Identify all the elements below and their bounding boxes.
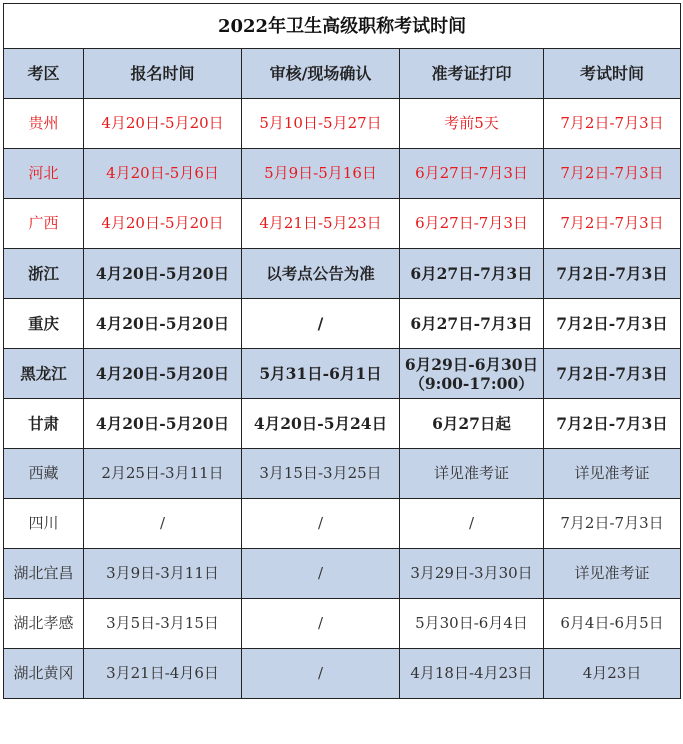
cell-text: 河北 xyxy=(28,164,59,182)
cell-text: 四川 xyxy=(28,514,59,532)
cell-text: 贵州 xyxy=(28,114,59,132)
cell-text: 湖北黄冈 xyxy=(13,664,74,682)
cell-text: 4月21日-5月23日 xyxy=(259,214,382,232)
exam-time-cell xyxy=(544,349,681,399)
table-row xyxy=(4,99,681,149)
registration-cell xyxy=(84,249,242,299)
region-cell xyxy=(4,349,84,399)
header-row xyxy=(4,49,681,99)
cell-text: 甘肃 xyxy=(27,414,59,433)
registration-cell xyxy=(84,99,242,149)
cell-text: / xyxy=(317,514,324,532)
table-row xyxy=(4,349,681,399)
review-cell xyxy=(242,499,400,549)
registration-cell xyxy=(84,149,242,199)
table-row xyxy=(4,249,681,299)
review-cell xyxy=(242,249,400,299)
header-region: 考区 xyxy=(4,49,84,99)
table-row xyxy=(4,549,681,599)
admission-print-cell xyxy=(400,599,544,649)
cell-text: 4月20日-5月20日 xyxy=(95,414,230,433)
admission-print-cell xyxy=(400,649,544,699)
region-cell xyxy=(4,599,84,649)
exam-time-cell xyxy=(544,99,681,149)
cell-text: 3月5日-3月15日 xyxy=(106,614,219,632)
exam-time-cell xyxy=(544,199,681,249)
registration-cell xyxy=(84,599,242,649)
admission-print-cell xyxy=(400,299,544,349)
region-cell xyxy=(4,149,84,199)
cell-text: 7月2日-7月3日 xyxy=(556,414,668,433)
review-cell xyxy=(242,199,400,249)
table-title: 2022年卫生高级职称考试时间 xyxy=(4,4,681,49)
cell-text: 详见准考证 xyxy=(433,464,509,482)
cell-text: 湖北孝感 xyxy=(13,614,74,632)
region-cell xyxy=(4,549,84,599)
cell-text: / xyxy=(468,514,475,532)
cell-text: 5月10日-5月27日 xyxy=(259,114,382,132)
cell-text: / xyxy=(159,514,166,532)
table-row xyxy=(4,449,681,499)
exam-time-cell xyxy=(544,149,681,199)
table-row xyxy=(4,649,681,699)
table-row xyxy=(4,399,681,449)
region-cell xyxy=(4,199,84,249)
cell-text: / xyxy=(317,564,324,582)
table-row xyxy=(4,499,681,549)
cell-text: 以考点公告为准 xyxy=(266,264,375,283)
cell-text: / xyxy=(317,314,324,333)
review-cell xyxy=(242,149,400,199)
review-cell xyxy=(242,549,400,599)
cell-text: 西藏 xyxy=(28,464,59,482)
registration-cell xyxy=(84,349,242,399)
cell-text: 广西 xyxy=(28,214,59,232)
cell-text: 详见准考证 xyxy=(574,564,650,582)
review-cell xyxy=(242,599,400,649)
exam-time-cell xyxy=(544,299,681,349)
registration-cell xyxy=(84,399,242,449)
cell-text: 2月25日-3月11日 xyxy=(101,464,224,482)
cell-text: 5月9日-5月16日 xyxy=(264,164,377,182)
exam-time-cell xyxy=(544,249,681,299)
admission-print-cell xyxy=(400,149,544,199)
review-cell xyxy=(242,349,400,399)
cell-text: 4月20日-5月24日 xyxy=(253,414,388,433)
cell-text: 7月2日-7月3日 xyxy=(560,514,664,532)
cell-text: 4月20日-5月20日 xyxy=(101,114,224,132)
cell-text: 重庆 xyxy=(27,314,59,333)
header-review: 审核/现场确认 xyxy=(242,49,400,99)
region-cell xyxy=(4,99,84,149)
region-cell xyxy=(4,649,84,699)
admission-print-cell xyxy=(400,249,544,299)
cell-text: 浙江 xyxy=(27,264,59,283)
cell-text: 6月27日-7月3日 xyxy=(415,164,528,182)
cell-text: 3月9日-3月11日 xyxy=(106,564,219,582)
cell-text: 6月27日-7月3日 xyxy=(410,264,533,283)
review-cell xyxy=(242,399,400,449)
registration-cell xyxy=(84,549,242,599)
cell-subtext: （9:00-17:00） xyxy=(409,373,534,393)
table-row xyxy=(4,299,681,349)
cell-text: 6月29日-6月30日 xyxy=(404,354,539,374)
exam-time-cell xyxy=(544,399,681,449)
region-cell xyxy=(4,249,84,299)
cell-text: 6月27日-7月3日 xyxy=(410,314,533,333)
cell-text: 6月27日起 xyxy=(432,414,511,433)
header-registration: 报名时间 xyxy=(84,49,242,99)
cell-text: 7月2日-7月3日 xyxy=(556,314,668,333)
exam-time-cell xyxy=(544,499,681,549)
registration-cell xyxy=(84,199,242,249)
review-cell xyxy=(242,649,400,699)
cell-text: 湖北宜昌 xyxy=(13,564,74,582)
cell-text: 6月27日-7月3日 xyxy=(415,214,528,232)
table-title-row xyxy=(4,4,681,49)
admission-print-cell xyxy=(400,99,544,149)
cell-text: 黑龙江 xyxy=(20,364,67,383)
cell-text: 考前5天 xyxy=(444,114,499,132)
cell-text: 7月2日-7月3日 xyxy=(556,364,668,383)
review-cell xyxy=(242,299,400,349)
cell-text: / xyxy=(317,664,324,682)
exam-schedule-container xyxy=(3,3,680,741)
region-cell xyxy=(4,499,84,549)
cell-text: 5月30日-6月4日 xyxy=(415,614,528,632)
admission-print-cell xyxy=(400,449,544,499)
review-cell xyxy=(242,99,400,149)
admission-print-cell xyxy=(400,499,544,549)
exam-schedule-table xyxy=(3,3,681,699)
exam-time-cell xyxy=(544,599,681,649)
cell-text: 4月23日 xyxy=(582,664,642,682)
registration-cell xyxy=(84,299,242,349)
cell-text: 4月20日-5月20日 xyxy=(95,264,230,283)
cell-text: 4月18日-4月23日 xyxy=(410,664,533,682)
cell-text: 4月20日-5月6日 xyxy=(106,164,219,182)
cell-text: 7月2日-7月3日 xyxy=(560,214,664,232)
exam-time-cell xyxy=(544,549,681,599)
cell-text: 7月2日-7月3日 xyxy=(560,114,664,132)
exam-time-cell xyxy=(544,649,681,699)
table-row xyxy=(4,199,681,249)
header-exam-time: 考试时间 xyxy=(544,49,681,99)
table-row xyxy=(4,599,681,649)
review-cell xyxy=(242,449,400,499)
header-admission-print: 准考证打印 xyxy=(400,49,544,99)
cell-text: 4月20日-5月20日 xyxy=(95,364,230,383)
registration-cell xyxy=(84,449,242,499)
cell-text: 3月21日-4月6日 xyxy=(106,664,219,682)
exam-time-cell xyxy=(544,449,681,499)
cell-text: 7月2日-7月3日 xyxy=(556,264,668,283)
table-row xyxy=(4,149,681,199)
cell-text: / xyxy=(317,614,324,632)
cell-text: 4月20日-5月20日 xyxy=(101,214,224,232)
registration-cell xyxy=(84,499,242,549)
region-cell xyxy=(4,449,84,499)
region-cell xyxy=(4,399,84,449)
cell-text: 3月15日-3月25日 xyxy=(259,464,382,482)
cell-text: 详见准考证 xyxy=(574,464,650,482)
cell-text: 5月31日-6月1日 xyxy=(259,364,382,383)
region-cell xyxy=(4,299,84,349)
cell-text: 7月2日-7月3日 xyxy=(560,164,664,182)
cell-text: 4月20日-5月20日 xyxy=(95,314,230,333)
registration-cell xyxy=(84,649,242,699)
admission-print-cell xyxy=(400,549,544,599)
cell-text: 3月29日-3月30日 xyxy=(410,564,533,582)
admission-print-cell xyxy=(400,399,544,449)
admission-print-cell xyxy=(400,199,544,249)
admission-print-cell xyxy=(400,349,544,399)
cell-text: 6月4日-6月5日 xyxy=(560,614,664,632)
